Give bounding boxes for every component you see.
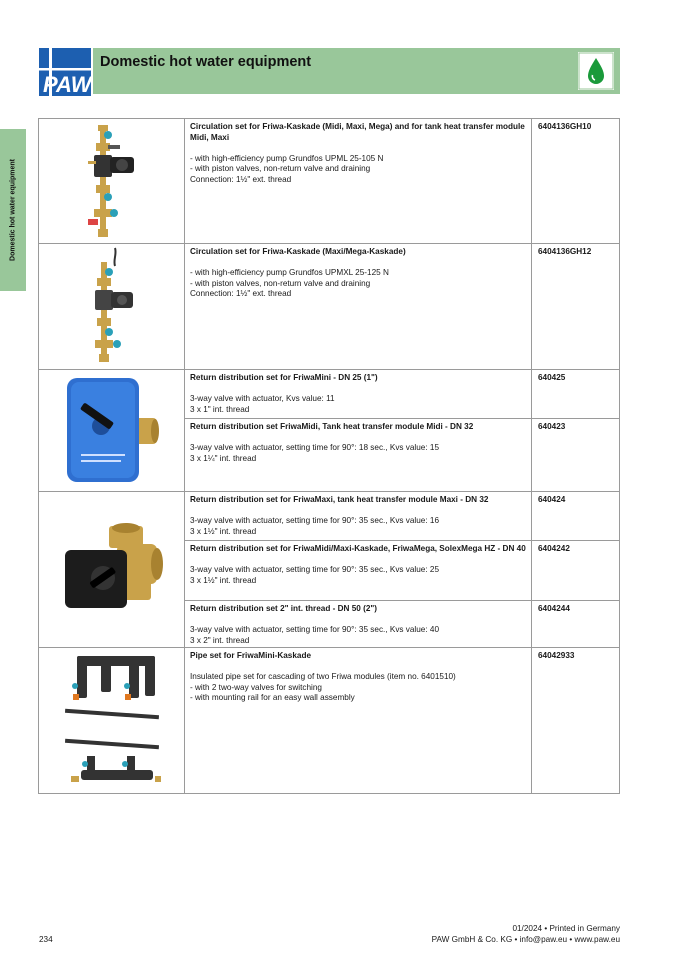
table-row — [39, 647, 619, 794]
product-title: Return distribution set FriwaMidi, Tank heat transfer module Midi - DN 32 — [190, 422, 474, 431]
product-detail: - with piston valves, non-return valve and draining — [190, 278, 371, 288]
product-image-cell — [39, 492, 185, 648]
product-detail: 3 x 2" int. thread — [190, 635, 250, 645]
product-detail: 3-way valve with actuator, setting time for 90°: 35 sec., Kvs value: 40 — [190, 624, 440, 634]
product-detail: 3-way valve with actuator, setting time for 90°: 18 sec., Kvs value: 15 — [190, 442, 440, 452]
article-number: 6404244 — [538, 604, 570, 613]
product-detail: 3-way valve with actuator, setting time for 90°: 35 sec., Kvs value: 16 — [190, 515, 440, 525]
product-detail: - with mounting rail for an easy wall assembly — [190, 693, 355, 703]
product-entry — [185, 492, 619, 540]
product-title: Return distribution set for FriwaMini - DN 25 (1") — [190, 373, 378, 382]
product-entry — [185, 119, 619, 243]
paw-logo — [39, 48, 91, 96]
product-entry — [185, 648, 619, 794]
product-title: Pipe set for FriwaMini-Kaskade — [190, 651, 312, 660]
product-title: Circulation set for Friwa-Kaskade (Maxi/Mega-Kaskade) — [190, 247, 406, 256]
section-side-tab — [0, 129, 26, 291]
article-number: 6404242 — [538, 544, 570, 553]
product-title: Return distribution set for FriwaMidi/Maxi-Kaskade, FriwaMega, SolexMega HZ - DN 40 — [190, 544, 526, 553]
product-detail: - with high-efficiency pump Grundfos UPMXL 25-125 N — [190, 267, 389, 277]
valve-actuator-image — [61, 374, 161, 486]
article-number: 640425 — [538, 373, 566, 382]
article-number: 640423 — [538, 422, 566, 431]
product-detail: - with 2 two-way valves for switching — [190, 682, 322, 692]
water-drop-icon — [578, 52, 614, 90]
product-entry — [185, 540, 619, 601]
pipe-set-image — [61, 652, 165, 790]
article-number: 64042933 — [538, 651, 575, 660]
footer-print-info: 01/2024 • Printed in Germany — [512, 924, 620, 933]
product-entry — [185, 244, 619, 370]
product-detail: Connection: 1½" ext. thread — [190, 175, 292, 185]
circulation-set-image — [87, 246, 143, 366]
table-row — [39, 243, 619, 370]
product-detail: 3 x 1¼" int. thread — [190, 453, 257, 463]
product-description — [185, 648, 532, 794]
product-detail: Connection: 1½" ext. thread — [190, 289, 292, 299]
side-tab-label: Domestic hot water equipment — [9, 159, 17, 261]
product-table — [38, 118, 620, 794]
product-description — [185, 601, 532, 649]
page-title: Domestic hot water equipment — [100, 54, 312, 70]
article-number: 640424 — [538, 495, 566, 504]
product-entry — [185, 370, 619, 418]
product-description — [185, 244, 532, 370]
product-detail: Insulated pipe set for cascading of two Friwa modules (item no. 6401510) — [190, 671, 456, 681]
header-band — [93, 48, 620, 94]
product-image-cell — [39, 370, 185, 492]
article-number: 6404136GH10 — [538, 122, 592, 131]
circulation-set-image — [84, 121, 144, 241]
product-description — [185, 492, 532, 540]
table-row — [39, 369, 619, 492]
product-title: Circulation set for Friwa-Kaskade (Midi, Maxi, Mega) and for tank heat transfer module Midi, Maxi — [190, 122, 525, 142]
paw-logo-mark — [39, 48, 91, 96]
product-detail: 3 x 1½" int. thread — [190, 526, 257, 536]
product-detail: - with high-efficiency pump Grundfos UPML 25-105 N — [190, 153, 384, 163]
logo-text: PAW — [43, 72, 91, 96]
product-detail: 3 x 1" int. thread — [190, 404, 250, 414]
product-detail: - with piston valves, non-return valve and draining — [190, 164, 371, 174]
water-drop-badge — [578, 52, 614, 90]
page-number: 234 — [39, 935, 53, 944]
product-detail: 3-way valve with actuator, setting time for 90°: 35 sec., Kvs value: 25 — [190, 564, 440, 574]
footer-contact: PAW GmbH & Co. KG • info@paw.eu • www.paw.eu — [431, 935, 620, 944]
table-row — [39, 491, 619, 648]
product-description — [185, 419, 532, 493]
product-description — [185, 370, 532, 418]
product-image-cell — [39, 648, 185, 794]
product-detail: 3-way valve with actuator, Kvs value: 11 — [190, 393, 335, 403]
product-detail: 3 x 1½" int. thread — [190, 575, 257, 585]
product-description — [185, 119, 532, 243]
product-title: Return distribution set 2" int. thread - DN 50 (2") — [190, 604, 377, 613]
valve-actuator-image — [61, 520, 165, 616]
product-entry — [185, 600, 619, 649]
product-image-cell — [39, 119, 185, 243]
product-title: Return distribution set for FriwaMaxi, tank heat transfer module Maxi - DN 32 — [190, 495, 489, 504]
article-number: 6404136GH12 — [538, 247, 592, 256]
table-row — [39, 119, 619, 243]
product-description — [185, 541, 532, 601]
product-entry — [185, 418, 619, 493]
product-image-cell — [39, 244, 185, 370]
